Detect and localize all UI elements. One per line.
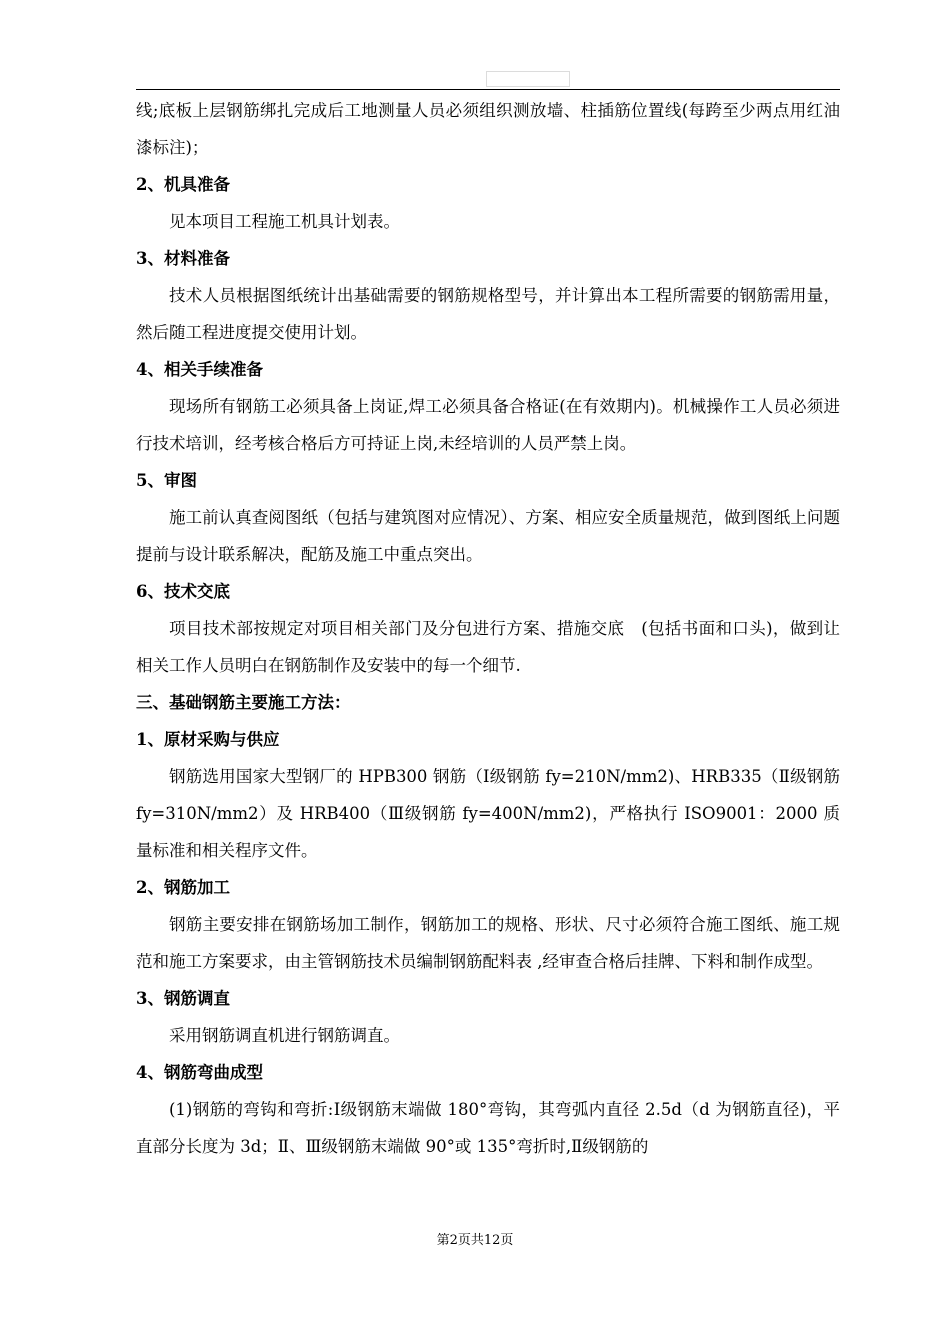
paragraph: 见本项目工程施工机具计划表。 (169, 212, 400, 231)
header-blank-box (486, 71, 570, 87)
section-heading: 3、材料准备 (136, 249, 230, 268)
paragraph: 项目技术部按规定对项目相关部门及分包进行方案、措施交底 (包括书面和口头)，做到让相关工作人员明白在钢筋制作及安装中的每一个细节. (136, 619, 840, 675)
paragraph: 施工前认真查阅图纸（包括与建筑图对应情况）、方案、相应安全质量规范，做到图纸上问题提前与设计联系解决，配筋及施工中重点突出。 (136, 508, 840, 564)
paragraph: (1)钢筋的弯钩和弯折:Ⅰ级钢筋末端做 180°弯钩，其弯弧内直径 2.5d（d 为钢筋直径)，平直部分长度为 3d；Ⅱ、Ⅲ级钢筋末端做 90°或 135°弯折时,Ⅱ级钢筋的 (136, 1100, 840, 1156)
paragraph: 钢筋选用国家大型钢厂的 HPB300 钢筋（Ⅰ级钢筋 fy=210N/mm2)、HRB335（Ⅱ级钢筋 fy=310N/mm2）及 HRB400（Ⅲ级钢筋 fy=400N/mm2)，严格执行 ISO9001：2000 质量标准和相关程序文件。 (136, 767, 840, 860)
page-footer (0, 1232, 950, 1250)
page-number: 第2页共12页 (436, 1233, 514, 1248)
section-heading: 2、钢筋加工 (136, 878, 230, 897)
paragraph: 线;底板上层钢筋绑扎完成后工地测量人员必须组织测放墙、柱插筋位置线(每跨至少两点用红油漆标注)； (136, 101, 840, 157)
document-body (136, 92, 840, 1165)
paragraph: 技术人员根据图纸统计出基础需要的钢筋规格型号，并计算出本工程所需要的钢筋需用量，然后随工程进度提交使用计划。 (136, 286, 840, 342)
section-heading: 1、原材采购与供应 (136, 730, 280, 749)
paragraph: 现场所有钢筋工必须具备上岗证,焊工必须具备合格证(在有效期内)。机械操作工人员必须进行技术培训，经考核合格后方可持证上岗,未经培训的人员严禁上岗。 (136, 397, 840, 453)
section-heading: 2、机具准备 (136, 175, 230, 194)
paragraph: 采用钢筋调直机进行钢筋调直。 (169, 1026, 400, 1045)
header-rule (136, 89, 840, 90)
section-heading: 4、相关手续准备 (136, 360, 263, 379)
section-heading: 4、钢筋弯曲成型 (136, 1063, 263, 1082)
section-heading: 6、技术交底 (136, 582, 230, 601)
paragraph: 钢筋主要安排在钢筋场加工制作，钢筋加工的规格、形状、尺寸必须符合施工图纸、施工规范和施工方案要求，由主管钢筋技术员编制钢筋配料表 ,经审查合格后挂牌、下料和制作成型。 (136, 915, 840, 971)
section-heading: 5、审图 (136, 471, 197, 490)
section-heading: 三、基础钢筋主要施工方法： (136, 693, 351, 712)
section-heading: 3、钢筋调直 (136, 989, 230, 1008)
